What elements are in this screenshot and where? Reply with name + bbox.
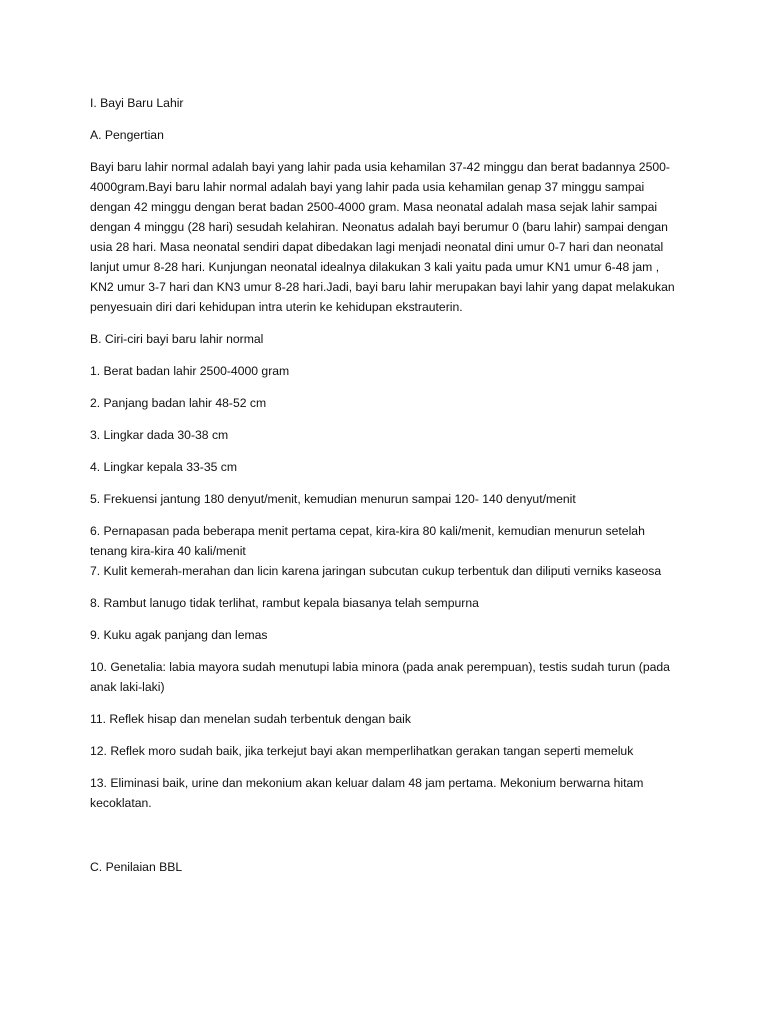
document-body (90, 93, 680, 877)
list-item: 12. Reflek moro sudah baik, jika terkejut bayi akan memperlihatkan gerakan tangan seperti memeluk (90, 744, 634, 758)
list-item: 1. Berat badan lahir 2500-4000 gram (90, 364, 290, 378)
section-a-title: A. Pengertian (90, 128, 164, 142)
list-item: 10. Genetalia: labia mayora sudah menutupi labia minora (pada anak perempuan), testis sudah turun (pada anak laki-laki) (90, 660, 670, 694)
list-item: 11. Reflek hisap dan menelan sudah terbentuk dengan baik (90, 712, 411, 726)
list-item: 8. Rambut lanugo tidak terlihat, rambut kepala biasanya telah sempurna (90, 596, 479, 610)
section-a-paragraph: Bayi baru lahir normal adalah bayi yang lahir pada usia kehamilan 37-42 minggu dan berat badannya 2500-4000gram.Bayi baru lahir normal adalah bayi yang lahir pada usia kehamilan genap 37 minggu sampai dengan 42 minggu dengan berat badan 2500-4000 gram. Masa neonatal adalah masa sejak lahir sampai dengan 4 minggu (28 hari) sesudah kelahiran. Neonatus adalah bayi berumur 0 (baru lahir) sampai dengan usia 28 hari. Masa neonatal sendiri dapat dibedakan lagi menjadi neonatal dini umur 0-7 hari dan neonatal lanjut umur 8-28 hari. Kunjungan neonatal idealnya dilakukan 3 kali yaitu pada umur KN1 umur 6-48 jam , KN2 umur 3-7 hari dan KN3 umur 8-28 hari.Jadi, bayi baru lahir merupakan bayi lahir yang dapat melakukan penyesuain diri dari kehidupan intra uterin ke kehidupan ekstrauterin. (90, 160, 675, 314)
section-b-title: B. Ciri-ciri bayi baru lahir normal (90, 332, 264, 346)
list-item: 2. Panjang badan lahir 48-52 cm (90, 396, 267, 410)
list-item: 6. Pernapasan pada beberapa menit pertama cepat, kira-kira 80 kali/menit, kemudian menurun setelah tenang kira-kira 40 kali/menit (90, 524, 645, 558)
list-item: 9. Kuku agak panjang dan lemas (90, 628, 268, 642)
section-c-title: C. Penilaian BBL (90, 860, 183, 874)
list-item: 4. Lingkar kepala 33-35 cm (90, 460, 238, 474)
document-heading: I. Bayi Baru Lahir (90, 96, 184, 110)
list-item: 5. Frekuensi jantung 180 denyut/menit, kemudian menurun sampai 120- 140 denyut/menit (90, 492, 576, 506)
list-item: 13. Eliminasi baik, urine dan mekonium akan keluar dalam 48 jam pertama. Mekonium berwarna hitam kecoklatan. (90, 776, 644, 810)
list-item: 3. Lingkar dada 30-38 cm (90, 428, 229, 442)
list-item: 7. Kulit kemerah-merahan dan licin karena jaringan subcutan cukup terbentuk dan diliputi verniks kaseosa (90, 564, 662, 578)
